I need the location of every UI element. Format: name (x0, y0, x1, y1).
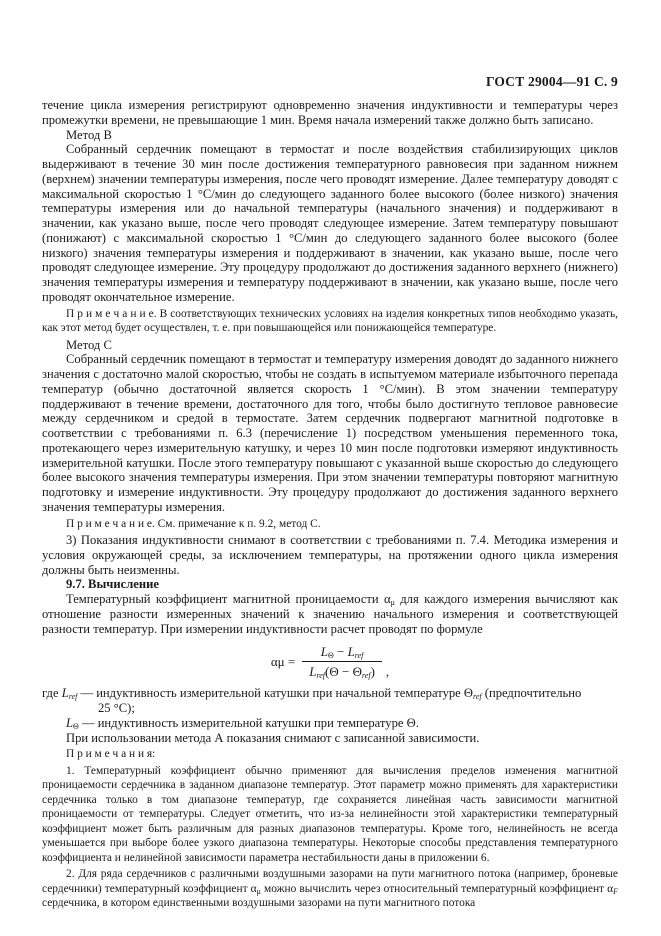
formula-equals-sign: = (287, 654, 296, 670)
formula-lhs (271, 654, 295, 669)
formula-alpha-mu: αμ (270, 654, 285, 670)
where-lref-definition (42, 686, 618, 716)
note-2-text-a: 2. Для ряда сердечников с различными воздушными зазорами на пути магнитного потока (например, броневые сердечники) температурный коэффициент α (42, 868, 618, 895)
formula-trailing-comma: , (385, 664, 390, 680)
method-c-label: Метод С (66, 337, 112, 352)
subscript-ref: ref (354, 651, 364, 661)
note-1-paragraph: 1. Температурный коэффициент обычно применяют для вычисления пределов изменения магнитной проницаемости сердечника в заданном диапазоне температур. Этот параметр можно применять для характеристики сердечника только в том диапазоне температур, где сохраняется линейная часть зависимости магнитной проницаемости от температуры. Следует отметить, что из-за нелинейности этой характеристики температурный коэффициент может быть различным для разных диапазонов температуры. Кроме того, нелинейность не всегда уменьшается при выборе более узкого диапазона температуры. Некоторые способы представления температурного коэффициента и нелинейной зависимости параметра нестабильности даны в приложении 6. (42, 764, 618, 864)
paragraph-continuation: течение цикла измерения регистрируют одновременно значения индуктивности и температуры через промежутки времени, не превышающие 1 мин. Время начала измерений также должно быть записано. (42, 98, 618, 127)
alpha-mu-subscript: μ (256, 886, 261, 896)
formula-numerator (302, 644, 382, 662)
section-9-7-heading: 9.7. Вычисление (66, 577, 159, 592)
subscript-ref: ref (316, 671, 326, 681)
method-b-label: Метод В (66, 127, 112, 142)
notes-label: П р и м е ч а н и я: (66, 748, 156, 761)
alpha-F-subscript: F (613, 886, 618, 896)
where-lead: где (42, 686, 62, 701)
where-ltheta-definition (42, 716, 618, 731)
symbol-L-ref: L (309, 664, 317, 680)
subscript-ref: ref (68, 692, 78, 702)
note-2-text-c: сердечника, в котором единственными воздушными зазорами на пути магнитного потока (42, 897, 476, 910)
page-header: ГОСТ 29004—91 С. 9 (485, 74, 618, 89)
calc-intro-text-a: Температурный коэффициент магнитной проницаемости α (66, 592, 391, 606)
subscript-ref: ref (473, 692, 482, 702)
symbol-L-ref: L (347, 644, 355, 660)
symbol-L-theta: L (320, 644, 328, 660)
minus-sign: − (336, 644, 345, 660)
subscript-ref: ref (361, 671, 371, 681)
formula-temperature-coefficient (42, 644, 618, 679)
where-lref-text-b: (предпочтительно (481, 686, 582, 701)
symbol-L-theta: L (66, 715, 74, 730)
where-ltheta-text: — индуктивность измерительной катушки при температуре Θ. (78, 715, 419, 730)
item-3-paragraph: 3) Показания индуктивности снимают в соответствии с требованиями п. 7.4. Методика измерения и условия окружающей среды, за исключением температуры, на протяжении одного цикла измерения должны быть неизменны. (42, 533, 618, 577)
calculation-intro-paragraph (42, 592, 618, 636)
where-lref-continuation: 25 °С); (98, 701, 135, 715)
method-a-usage-line: При использовании метода А показания снимают с записанной зависимости. (66, 730, 480, 745)
note-method-b: П р и м е ч а н и е. В соответствующих технических условиях на изделия конкретных типов необходимо указать, как этот метод будет осуществлен, т. е. при повышающейся или понижающейся температуре. (42, 307, 618, 334)
method-c-paragraph: Собранный сердечник помещают в термостат и температуру измерения доводят до заданного нижнего значения с достаточно малой скоростью, чтобы не создать в испытуемом материале избыточного перепада температур (обычно достаточной является скорость 1 °С/мин). В этом значении температуру поддерживают в течение времени, достаточного для того, чтобы было достигнуто тепловое равновесие между сердечником и средой в термостате. Затем сердечник подвергают магнитной подготовке в соответствии с требованиями п. 6.3 (перечисление 1) посредством уменьшения переменного тока, протекающего через измерительную катушку, и через 10 мин после подготовки измеряют индуктивность измерительной катушки. После этого температуру повышают с указанной выше скоростью до следующего более высокого значения температуры измерения. При этом значении температуры повторяют магнитную подготовку и измерение индуктивности. Эту процедуру продолжают до достижения заданного верхнего значения температуры измерения. (42, 352, 618, 514)
note-2-text-b: можно вычислить через относительный температурный коэффициент α (260, 882, 614, 895)
theta-difference: (Θ − Θ (325, 664, 362, 680)
method-b-paragraph: Собранный сердечник помещают в термостат и после воздействия стабилизирующих циклов выдерживают в течение 30 мин после достижения температурного равновесия при заданном нижнем (верхнем) значении температуры измерения, после чего проводят измерение. Далее температуру доводят с максимальной скоростью 1 °С/мин до следующего заданного более высокого (более низкого) значения температуры измерения или до начальной температуры (начального значения) и поддерживают в значении, как указано выше, после чего проводят следующее измерение. Затем температуру повышают (понижают) с максимальной скоростью 1 °С/мин до следующего заданного более высокого (более низкого) значения температуры измерения и поддерживают в значении, как указано выше, после чего проводят следующее измерение. Эту процедуру продолжают до достижения заданного верхнего (нижнего) значения температуры измерения и температуру поддерживают в значении, как указано выше, после чего проводят окончательное измерение. (42, 142, 618, 304)
symbol-L-ref: L (61, 686, 69, 701)
subscript-theta: Θ (327, 651, 334, 661)
calc-intro-text-b: для каждого измерения вычисляют как отношение разности измеренных значений к значению начального измерения и соответствующей разности температур. При измерении индуктивности расчет проводят по формуле (42, 592, 618, 636)
where-lref-text: — индуктивность измерительной катушки при начальной температуре Θ (77, 686, 474, 701)
formula-denominator (302, 662, 382, 679)
note-method-c: П р и м е ч а н и е. См. примечание к п. 9.2, метод С. (66, 517, 321, 530)
subscript-theta: Θ (73, 721, 79, 731)
closing-paren: ) (370, 664, 375, 680)
note-2-paragraph (42, 867, 618, 911)
formula-fraction (302, 644, 382, 679)
alpha-mu-subscript: μ (390, 598, 395, 607)
